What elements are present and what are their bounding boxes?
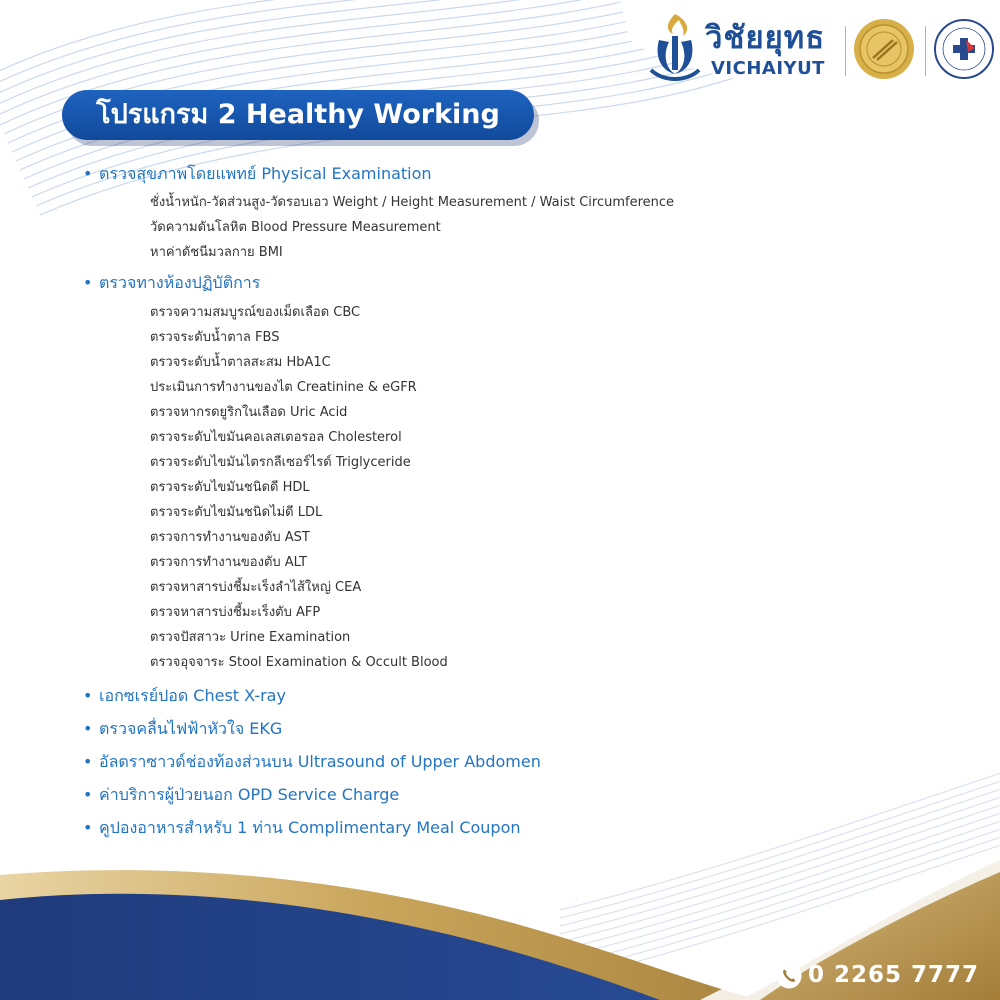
bullet-icon: • <box>83 818 93 837</box>
bullet-icon: • <box>83 686 93 705</box>
program-sub-item: ตรวจหากรดยูริกในเลือด Uric Acid <box>150 405 348 420</box>
program-sub-item: ชั่งน้ำหนัก-วัดส่วนสูง-วัดรอบเอว Weight / Height Measurement / Waist Circumference <box>150 195 675 210</box>
program-sub-item: วัดความดันโลหิต Blood Pressure Measurement <box>150 220 441 235</box>
brand-name-thai: วิชัยยุทธ <box>705 20 826 56</box>
bullet-icon: • <box>83 785 93 804</box>
program-item <box>83 783 399 808</box>
program-item-label: ค่าบริการผู้ป่วยนอก OPD Service Charge <box>99 785 400 804</box>
program-item <box>83 750 541 775</box>
program-sub-item: ตรวจปัสสาวะ Urine Examination <box>150 630 351 645</box>
phone-contact[interactable] <box>776 956 986 994</box>
program-sub-item: ตรวจระดับน้ำตาล FBS <box>150 330 280 345</box>
program-sub-item: ตรวจอุจจาระ Stool Examination & Occult Blood <box>150 655 448 670</box>
program-sub-item: ตรวจระดับไขมันชนิดดี HDL <box>150 480 310 495</box>
program-title: โปรแกรม 2 Healthy Working <box>96 99 500 130</box>
program-sub-item: ประเมินการทำงานของไต Creatinine & eGFR <box>150 380 417 395</box>
program-item-label: อัลตราซาวด์ช่องท้องส่วนบน Ultrasound of Upper Abdomen <box>99 752 541 771</box>
program-item-label: เอกซเรย์ปอด Chest X-ray <box>99 686 286 705</box>
program-sub-item: ตรวจความสมบูรณ์ของเม็ดเลือด CBC <box>150 305 361 320</box>
brand-name-english: VICHAIYUT <box>711 58 825 79</box>
bullet-icon: • <box>83 273 93 292</box>
program-item <box>83 684 286 709</box>
program-sub-item: หาค่าดัชนีมวลกาย BMI <box>150 245 283 260</box>
program-sub-item: ตรวจระดับไขมันไตรกลีเซอร์ไรด์ Triglyceride <box>150 455 411 470</box>
program-item-label: ตรวจสุขภาพโดยแพทย์ Physical Examination <box>99 164 432 183</box>
program-sub-item: ตรวจหาสารบ่งชี้มะเร็งตับ AFP <box>150 605 321 620</box>
program-item <box>83 717 282 742</box>
program-item <box>83 271 260 296</box>
program-sub-item: ตรวจการทำงานของตับ AST <box>150 530 310 545</box>
phone-number: 0 2265 7777 <box>808 962 980 988</box>
program-item <box>83 816 521 841</box>
bullet-icon: • <box>83 719 93 738</box>
program-item <box>83 162 432 187</box>
program-sub-item: ตรวจหาสารบ่งชี้มะเร็งลำไส้ใหญ่ CEA <box>150 580 362 595</box>
phone-icon <box>776 963 802 989</box>
bullet-icon: • <box>83 752 93 771</box>
program-sub-item: ตรวจการทำงานของตับ ALT <box>150 555 308 570</box>
program-sub-item: ตรวจระดับน้ำตาลสะสม HbA1C <box>150 355 331 370</box>
program-item-label: ตรวจคลื่นไฟฟ้าหัวใจ EKG <box>99 719 283 738</box>
program-sub-item: ตรวจระดับไขมันคอเลสเตอรอล Cholesterol <box>150 430 402 445</box>
program-sub-item: ตรวจระดับไขมันชนิดไม่ดี LDL <box>150 505 323 520</box>
program-item-label: ตรวจทางห้องปฏิบัติการ <box>99 273 261 292</box>
program-item-label: คูปองอาหารสำหรับ 1 ท่าน Complimentary Meal Coupon <box>99 818 521 837</box>
bullet-icon: • <box>83 164 93 183</box>
